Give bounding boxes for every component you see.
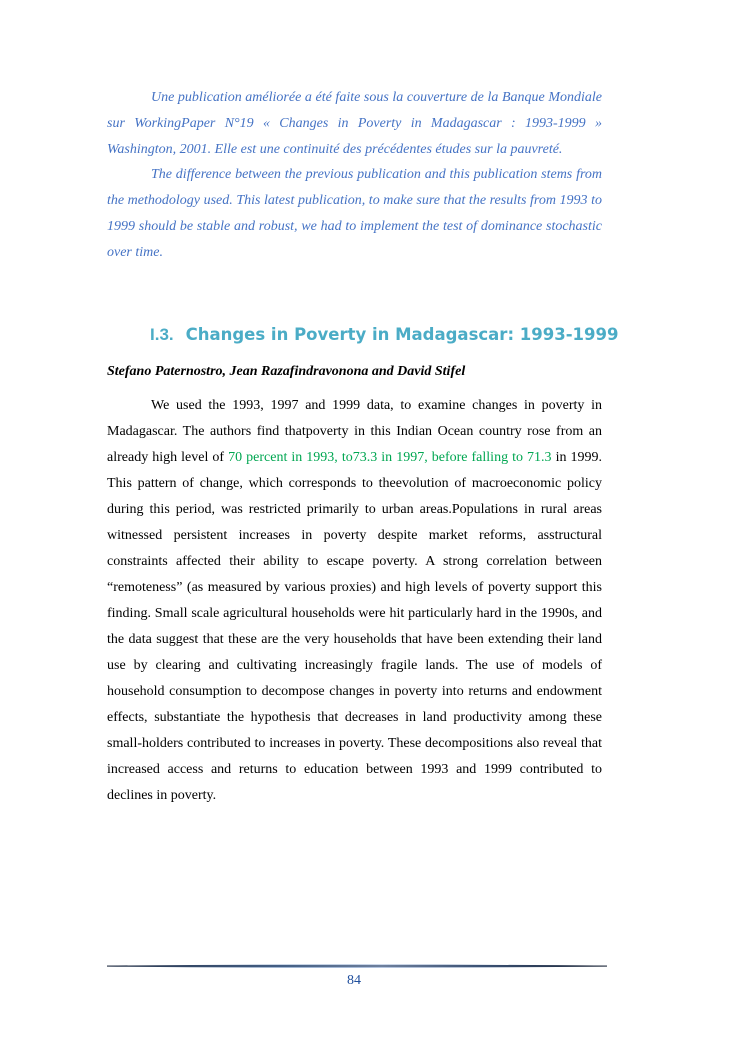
section-heading: [150, 325, 619, 345]
footer-divider: [107, 963, 607, 969]
section-number: I.3.: [150, 325, 174, 344]
body-text-part1: We used the 1993, 1997 and 1999 data, to examine changes in poverty in Madagascar. The authors find thatpoverty in this Indian Ocean country rose from an already high level of: [107, 398, 602, 465]
intro-section: [107, 85, 602, 266]
section-title: Changes in Poverty in Madagascar: 1993-1999: [185, 325, 619, 344]
intro-paragraph-english: The difference between the previous publication and this publication stems from the methodology used. This latest publication, to make sure that the results from 1993 to 1999 should be stable and robust, we had to implement the test of dominance stochastic over time.: [107, 167, 602, 260]
poverty-figures-highlight: 70 percent in 1993, to73.3 in 1997, before falling to 71.3: [228, 450, 552, 465]
intro-paragraph-french: Une publication améliorée a été faite sous la couverture de la Banque Mondiale sur WorkingPaper N°19 « Changes in Poverty in Madagascar : 1993-1999 » Washington, 2001. Elle est une continuité des précédentes études sur la pauvreté.: [107, 90, 602, 157]
body-section: [107, 393, 602, 809]
authors-line: Stefano Paternostro, Jean Razafindravonona and David Stifel: [107, 364, 466, 379]
page-number: 84: [347, 973, 361, 988]
body-text-part2: in 1999. This pattern of change, which corresponds to theevolution of macroeconomic policy during this period, was restricted primarily to urban areas.Populations in rural areas witnessed persistent increases in poverty despite market reforms, asstructural constraints affected their ability to escape poverty. A strong correlation between “remoteness” (as measured by various proxies) and high levels of poverty support this finding. Small scale agricultural households were hit particularly hard in the 1990s, and the data suggest that these are the very households that have been extending their land use by clearing and cultivating increasingly fragile lands. The use of models of household consumption to decompose changes in poverty into returns and endowment effects, substantiate the hypothesis that decreases in land productivity among these small-holders contributed to increases in poverty. These decompositions also reveal that increased access and returns to education between 1993 and 1999 contributed to declines in poverty.: [107, 450, 602, 803]
body-paragraph: [107, 393, 602, 809]
